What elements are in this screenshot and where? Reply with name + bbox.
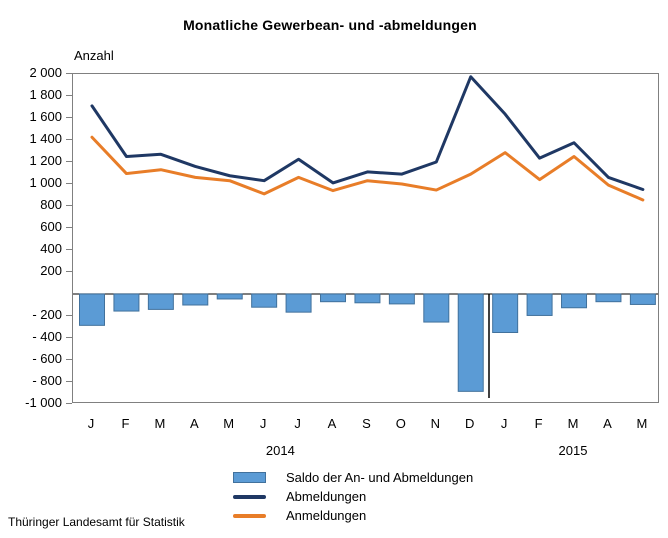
year-label: 2015 xyxy=(558,443,588,458)
x-tick-label: S xyxy=(362,416,371,431)
legend xyxy=(233,468,473,525)
y-tick-label: 1 800 xyxy=(29,87,62,102)
x-tick-label: N xyxy=(430,416,440,431)
legend-item xyxy=(233,468,473,487)
saldo-bar xyxy=(148,294,173,309)
x-tick-label: J xyxy=(294,416,301,431)
year-label: 2014 xyxy=(265,443,295,458)
plot-svg xyxy=(73,74,658,402)
saldo-bar xyxy=(630,294,655,304)
saldo-bar xyxy=(80,294,105,325)
y-tick-mark xyxy=(66,161,72,162)
x-tick-label: F xyxy=(534,416,543,431)
y-tick-label: 1 200 xyxy=(29,153,62,168)
y-tick-mark xyxy=(66,381,72,382)
saldo-bar xyxy=(527,294,552,315)
legend-line-swatch-icon xyxy=(233,495,266,499)
y-tick-mark xyxy=(66,95,72,96)
y-tick-mark xyxy=(66,315,72,316)
saldo-bar xyxy=(252,294,277,307)
x-tick-label: O xyxy=(395,416,406,431)
y-tick-label: - 200 xyxy=(32,307,62,322)
x-tick-label: J xyxy=(259,416,267,431)
saldo-bar xyxy=(458,294,483,391)
legend-swatch-cell xyxy=(233,495,286,499)
saldo-bar xyxy=(183,294,208,305)
y-axis-unit-label: Anzahl xyxy=(74,48,114,63)
x-tick-label: J xyxy=(87,416,95,431)
x-tick-label: F xyxy=(121,416,130,431)
y-tick-label: 1 400 xyxy=(29,131,62,146)
y-tick-mark xyxy=(66,337,72,338)
x-tick-label: M xyxy=(223,416,235,431)
y-tick-mark xyxy=(66,139,72,140)
legend-item xyxy=(233,506,473,525)
y-tick-mark xyxy=(66,271,72,272)
x-tick-label: A xyxy=(327,416,337,431)
saldo-bar xyxy=(321,294,346,302)
x-tick-label: M xyxy=(567,416,579,431)
plot-area xyxy=(72,73,659,403)
y-tick-mark xyxy=(66,117,72,118)
y-tick-mark xyxy=(66,205,72,206)
legend-bar-swatch-icon xyxy=(233,472,266,483)
chart-title: Monatliche Gewerbean- und -abmeldungen xyxy=(183,17,477,33)
y-tick-mark xyxy=(66,73,72,74)
x-tick-label: M xyxy=(636,416,648,431)
x-tick-label: A xyxy=(189,416,199,431)
saldo-bar xyxy=(114,294,139,311)
x-tick-label: A xyxy=(603,416,612,431)
legend-label: Abmeldungen xyxy=(286,488,367,504)
y-tick-label: - 600 xyxy=(32,351,62,366)
y-tick-label: 800 xyxy=(40,197,62,212)
y-tick-label: -1 000 xyxy=(25,395,62,410)
x-tick-label: M xyxy=(154,416,166,431)
legend-item xyxy=(233,487,473,506)
legend-line-swatch-icon xyxy=(233,514,266,518)
y-tick-label: 1 000 xyxy=(29,175,62,190)
y-tick-label: - 400 xyxy=(32,329,62,344)
y-tick-label: 200 xyxy=(40,263,62,278)
saldo-bar xyxy=(424,294,449,322)
saldo-bar xyxy=(286,294,311,312)
saldo-bar xyxy=(355,294,380,303)
y-tick-label: 1 600 xyxy=(29,109,62,124)
y-tick-mark xyxy=(66,227,72,228)
source-label: Thüringer Landesamt für Statistik xyxy=(8,515,185,529)
saldo-bar xyxy=(562,294,587,308)
x-tick-label: J xyxy=(500,416,508,431)
legend-label: Saldo der An- und Abmeldungen xyxy=(286,469,474,485)
saldo-bar xyxy=(389,294,414,304)
legend-swatch-cell xyxy=(233,514,286,518)
saldo-bar xyxy=(493,294,518,333)
series-line-anmeldungen xyxy=(92,137,643,200)
saldo-bar xyxy=(596,294,621,302)
y-tick-label: 2 000 xyxy=(29,65,62,80)
y-tick-label: 600 xyxy=(40,219,62,234)
y-tick-label: 400 xyxy=(40,241,62,256)
legend-label: Anmeldungen xyxy=(286,507,367,523)
legend-swatch-cell xyxy=(233,472,286,483)
x-tick-label: D xyxy=(465,416,475,431)
y-tick-mark xyxy=(66,183,72,184)
y-tick-mark xyxy=(66,249,72,250)
saldo-bar xyxy=(217,294,242,299)
y-tick-mark xyxy=(66,359,72,360)
y-tick-mark xyxy=(66,403,72,404)
y-tick-label: - 800 xyxy=(32,373,62,388)
